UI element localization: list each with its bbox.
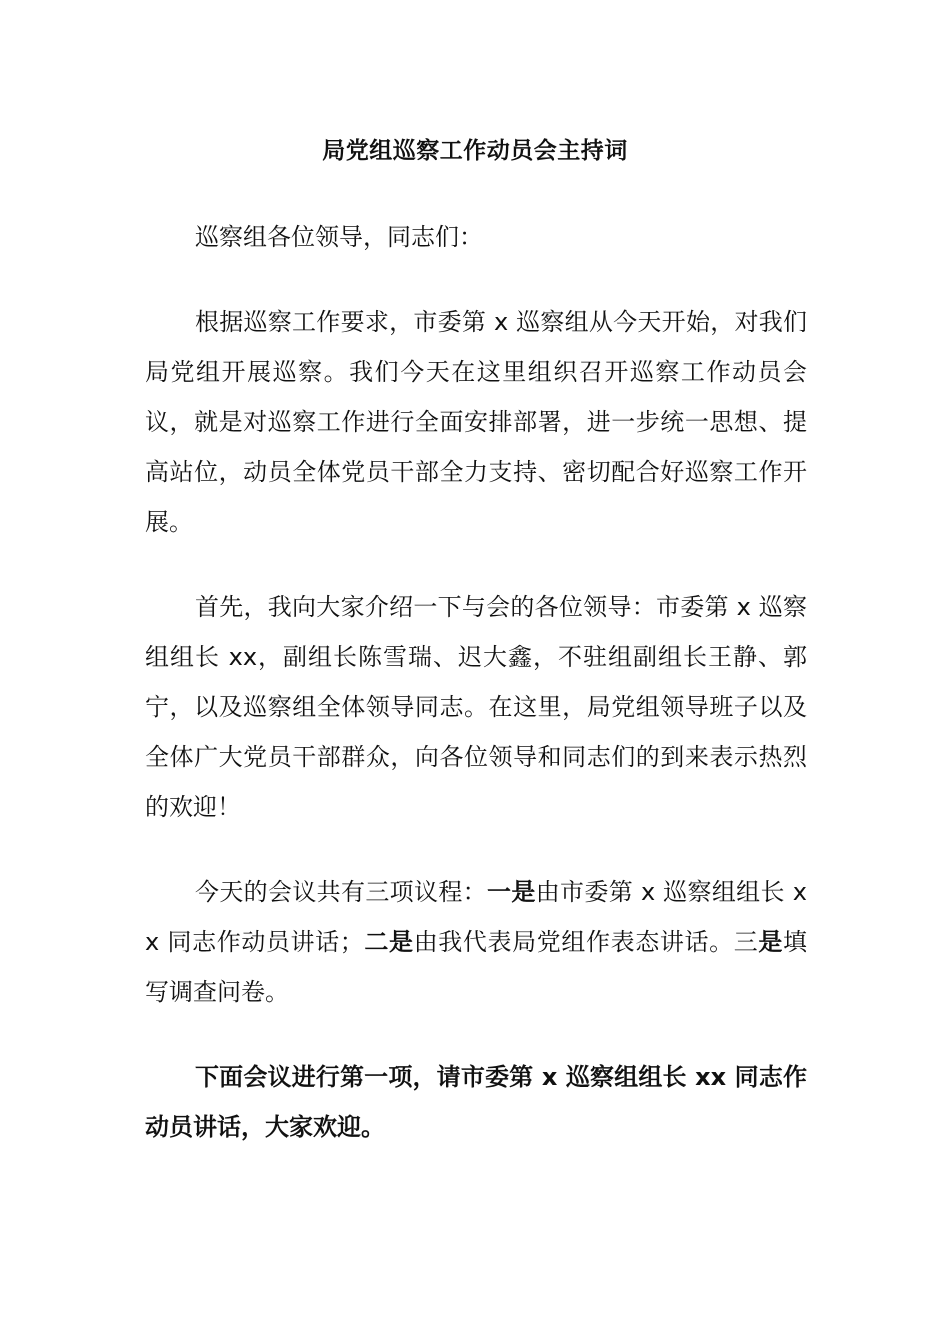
agenda-item2-label: 二是: [363, 928, 414, 956]
paragraph-closing: 下面会议进行第一项，请市委第 x 巡察组组长 xx 同志作动员讲话，大家欢迎。: [145, 1063, 807, 1141]
paragraph-introductions: 首先，我向大家介绍一下与会的各位领导：市委第 x 巡察组组长 xx，副组长陈雪瑞、迟大鑫，不驻组副组长王静、郭宁，以及巡察组全体领导同志。在这里，局党组领导班子以及全体广大党员干部群众，向各位领导和同志们的到来表示热烈的欢迎！: [145, 593, 807, 821]
salutation: 巡察组各位领导，同志们：: [195, 223, 483, 251]
paragraph-background: 根据巡察工作要求，市委第 x 巡察组从今天开始，对我们局党组开展巡察。我们今天在这里组织召开巡察工作动员会议，就是对巡察工作进行全面安排部署，进一步统一思想、提高站位，动员全体党员干部全力支持、密切配合好巡察工作开展。: [145, 308, 807, 536]
agenda-item2-text: 由我代表局党组作表态讲话。: [413, 928, 734, 956]
paragraph-agenda: [145, 867, 807, 1017]
document-title: 局党组巡察工作动员会主持词: [322, 138, 628, 164]
agenda-intro: 今天的会议共有三项议程：: [195, 878, 488, 906]
agenda-item1-label: 一是: [487, 878, 536, 906]
agenda-item3-text: 填写调查问卷。: [145, 928, 808, 1006]
agenda-item3-prefix: 三: [733, 928, 759, 956]
agenda-item1-text: 由市委第 x 巡察组组长 xx 同志作动员讲话；: [145, 878, 808, 956]
agenda-item3-label: 是: [758, 928, 784, 956]
